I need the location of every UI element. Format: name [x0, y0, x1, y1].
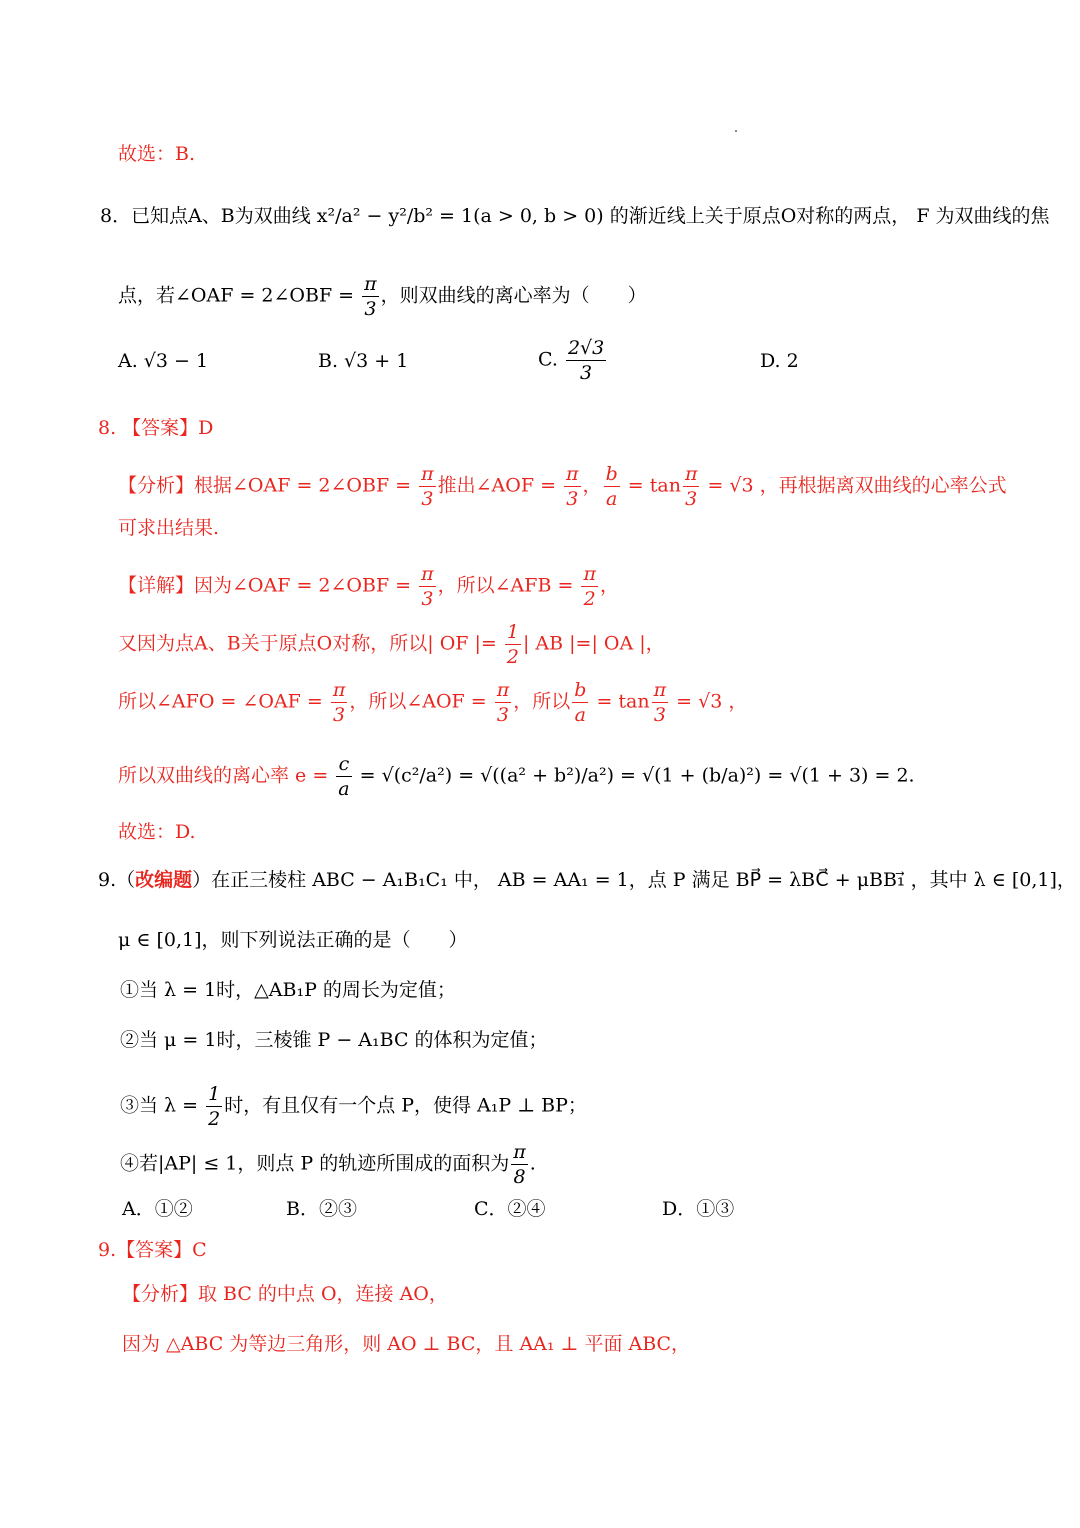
fraction-2sqrt3-over-3 — [566, 336, 606, 385]
q9-statement-4 — [120, 1140, 536, 1189]
a8-l3-part-d: = tan — [590, 690, 650, 713]
q8-text-2-part-b: ，则双曲线的离心率为（ ） — [380, 284, 647, 307]
frac-num: π — [332, 679, 346, 701]
fraction-pi-over-3 — [564, 462, 581, 511]
a8-l3-part-c: ，所以 — [513, 690, 571, 713]
fraction-pi-over-3 — [495, 678, 512, 727]
frac-den: 3 — [653, 704, 666, 726]
frac-num: π — [513, 1141, 526, 1163]
frac-den: 8 — [513, 1166, 526, 1188]
frac-den: 3 — [421, 488, 434, 510]
frac-num: π — [496, 679, 510, 701]
a8-det-part-b: ，所以∠AFB = — [437, 574, 580, 597]
question-9-text-2: μ ∈ [0,1]，则下列说法正确的是（ ） — [118, 929, 468, 951]
q9-text-part-a: 9.（ — [98, 869, 136, 891]
frac-num: π — [364, 273, 377, 295]
question-8-text-2 — [118, 272, 647, 321]
fraction-pi-over-2 — [581, 562, 598, 611]
q9-tag-adapted: 改编题 — [135, 869, 193, 891]
choose-b-line: 故选：B. — [118, 143, 196, 165]
answer-8-analysis-2: 可求出结果. — [118, 517, 220, 539]
a8-l2-part-b: | AB |=| OA |， — [522, 632, 665, 655]
fraction-pi-over-3 — [652, 678, 669, 727]
question-8-text: 8．已知点A、B为双曲线 x²/a² − y²/b² = 1(a > 0, b > 0) 的渐近线上关于原点O对称的两点， F 为双曲线的焦 — [100, 205, 1050, 227]
frac-den: 3 — [421, 588, 434, 610]
answer-8-line-2 — [118, 620, 665, 669]
frac-num: π — [566, 463, 579, 485]
fraction-pi-over-3 — [683, 462, 700, 511]
frac-den: a — [338, 778, 350, 800]
frac-num: π — [421, 563, 434, 585]
answer-8-heading: 8. 【答案】D — [98, 417, 214, 439]
frac-num: π — [653, 679, 667, 701]
a8-l3-part-b: ，所以∠AOF = — [349, 690, 493, 713]
q9-statement-3 — [120, 1082, 587, 1131]
q9-s3-part-b: 时，有且仅有一个点 P，使得 A₁P ⊥ BP； — [224, 1094, 587, 1117]
answer-8-line-3 — [118, 678, 747, 727]
a8-ana-part-a: 【分析】根据∠OAF = 2∠OBF = — [118, 474, 418, 497]
q8-option-a: A. √3 − 1 — [118, 350, 209, 372]
q9-statement-1: ①当 λ = 1时，△AB₁P 的周长为定值； — [120, 979, 456, 1001]
answer-9-line-2: 因为 △ABC 为等边三角形，则 AO ⊥ BC，且 AA₁ ⊥ 平面 ABC， — [122, 1333, 691, 1355]
choose-d-line: 故选：D. — [118, 821, 196, 843]
frac-num: 1 — [506, 621, 519, 643]
frac-den: a — [574, 704, 586, 726]
frac-den: 3 — [685, 488, 698, 510]
fraction-1-over-2 — [505, 620, 521, 669]
q9-option-d: D．①③ — [662, 1198, 735, 1220]
frac-num: 1 — [208, 1083, 221, 1105]
answer-8-detail — [118, 562, 619, 611]
page-mark — [735, 130, 737, 132]
frac-den: 2 — [506, 646, 519, 668]
q9-s4-part-b: . — [529, 1152, 536, 1175]
q9-s3-part-a: ③当 λ = — [120, 1094, 205, 1117]
answer-9-heading: 9.【答案】C — [98, 1239, 207, 1261]
fraction-pi-over-3 — [419, 562, 436, 611]
frac-den: 3 — [364, 298, 377, 320]
frac-den: 2 — [583, 588, 596, 610]
frac-num: b — [605, 463, 618, 485]
answer-8-analysis — [118, 462, 1007, 511]
q9-statement-2: ②当 μ = 1时，三棱锥 P − A₁BC 的体积为定值； — [120, 1029, 548, 1051]
frac-num: c — [336, 752, 351, 777]
fraction-c-over-a — [336, 752, 351, 801]
q9-option-c: C．②④ — [474, 1198, 546, 1220]
a8-l3-part-a: 所以∠AFO = ∠OAF = — [118, 690, 329, 713]
a8-l4-part-a: 所以双曲线的离心率 e = — [118, 764, 335, 787]
frac-den: 3 — [496, 704, 510, 726]
a8-det-part-c: ， — [599, 574, 619, 597]
frac-den: 2 — [208, 1108, 221, 1130]
q8-option-c — [538, 336, 608, 385]
fraction-pi-over-8 — [511, 1140, 528, 1189]
q9-s4-part-a: ④若|AP| ≤ 1，则点 P 的轨迹所围成的面积为 — [120, 1152, 510, 1175]
q9-option-b: B．②③ — [286, 1198, 357, 1220]
a8-l2-part-a: 又因为点A、B关于原点O对称，所以| OF |= — [118, 632, 503, 655]
frac-den: 3 — [580, 362, 593, 384]
frac-num: π — [421, 463, 434, 485]
fraction-pi-over-3 — [419, 462, 436, 511]
a8-ana-part-e: = √3 ，再根据离双曲线的心率公式 — [701, 474, 1007, 497]
frac-num: 2√3 — [567, 337, 605, 359]
fraction-b-over-a — [572, 678, 588, 727]
a8-ana-part-d: = tan — [621, 474, 681, 497]
fraction-1-over-2 — [206, 1082, 222, 1131]
a8-ana-part-c: ， — [582, 474, 602, 497]
a8-ana-part-b: 推出∠AOF = — [437, 474, 563, 497]
a8-det-part-a: 【详解】因为∠OAF = 2∠OBF = — [118, 574, 418, 597]
a8-l4-part-b: = √(c²/a²) = √((a² + b²)/a²) = √(1 + (b/a)²) = √(1 + 3) = 2. — [353, 764, 915, 787]
fraction-pi-over-3 — [362, 272, 379, 321]
question-9-text — [98, 866, 1076, 894]
answer-9-analysis: 【分析】取 BC 的中点 O，连接 AO， — [122, 1283, 448, 1305]
frac-den: 3 — [333, 704, 346, 726]
q9-text-part-b: ）在正三棱柱 ABC − A₁B₁C₁ 中， AB = AA₁ = 1，点 P 满足 BP⃗ = λBC⃗ + μBB₁⃗ ，其中 λ ∈ [0,1]， — [192, 869, 1076, 891]
q8-option-b: B. √3 + 1 — [318, 350, 409, 372]
frac-den: a — [605, 488, 618, 510]
frac-den: 3 — [566, 488, 579, 510]
frac-num: π — [583, 563, 596, 585]
q8-option-d: D. 2 — [760, 350, 799, 372]
fraction-pi-over-3 — [331, 678, 348, 727]
fraction-b-over-a — [604, 462, 620, 511]
frac-num: π — [684, 463, 698, 485]
answer-8-line-4 — [118, 752, 915, 801]
frac-num: b — [574, 679, 587, 701]
q9-option-a: A．①② — [122, 1198, 193, 1220]
a8-l3-part-e: = √3 ， — [670, 690, 748, 713]
q8-option-c-label: C. — [538, 348, 558, 371]
q8-text-2-part-a: 点，若∠OAF = 2∠OBF = — [118, 284, 361, 307]
